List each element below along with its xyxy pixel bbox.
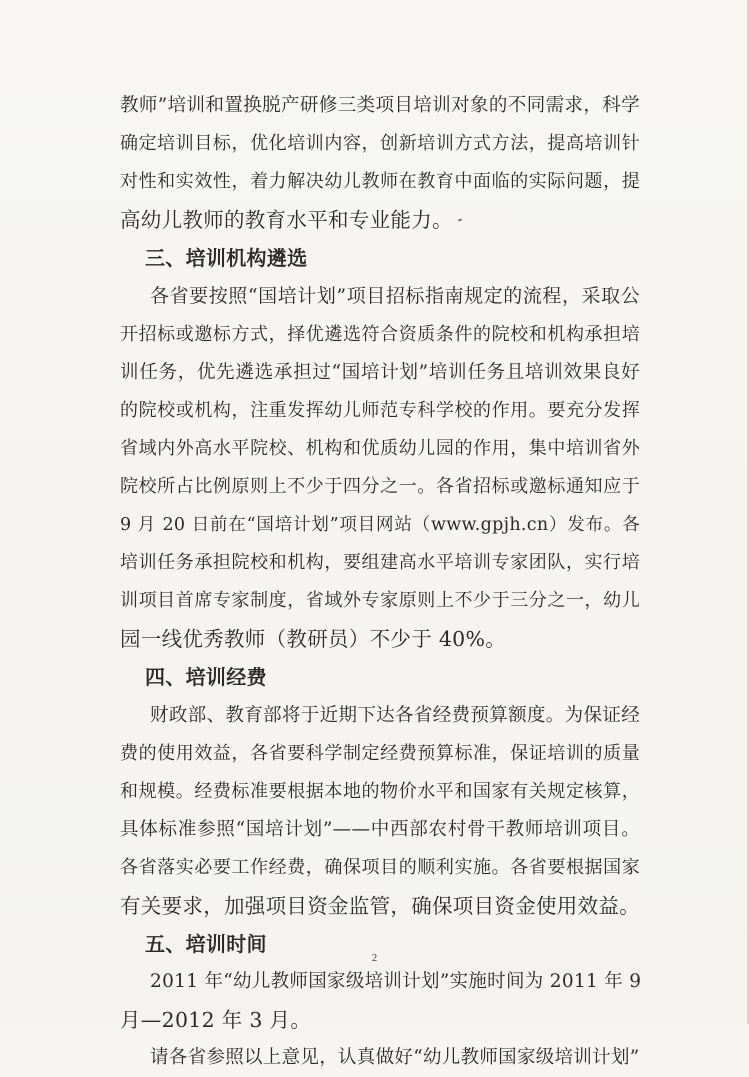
text-line: 开招标或邀标方式，择优遴选符合资质条件的院校和机构承担培: [120, 323, 640, 345]
text-line: 院校所占比例原则上不少于四分之一。各省招标或邀标通知应于: [120, 475, 640, 497]
text-line: 确定培训目标，优化培训内容，创新培训方式方法，提高培训针: [120, 133, 640, 155]
text-line: 训任务，优先遴选承担过“国培计划”培训任务且培训效果良好: [120, 361, 640, 383]
document-body: [120, 87, 640, 1077]
text-line: 省域内外高水平院校、机构和优质幼儿园的作用，集中培训省外: [120, 437, 640, 459]
text-line: 有关要求，加强项目资金监管，确保项目资金使用效益。: [120, 893, 640, 918]
text-line: 费的使用效益，各省要科学制定经费预算标准，保证培训的质量: [120, 742, 640, 764]
text-line: 月—2012 年 3 月。: [120, 1008, 312, 1033]
text-line: 各省落实必要工作经费，确保项目的顺利实施。各省要根据国家: [120, 856, 640, 878]
text-line: 请各省参照以上意见，认真做好“幼儿教师国家级培训计划”: [150, 1047, 640, 1069]
section-heading-schedule: 五、培训时间: [145, 932, 267, 957]
text-line: 各省要按照“国培计划”项目招标指南规定的流程，采取公: [150, 285, 640, 308]
text-line: 财政部、教育部将于近期下达各省经费预算额度。为保证经: [150, 704, 640, 726]
text-line: 园一线优秀教师（教研员）不少于 40%。: [120, 627, 507, 652]
text-line: 高幼儿教师的教育水平和专业能力。: [120, 208, 453, 233]
text-line: 和规模。经费标准要根据本地的物价水平和国家有关规定核算，: [120, 780, 640, 802]
page-number: 2: [371, 952, 378, 964]
section-heading-funding: 四、培训经费: [145, 665, 267, 690]
text-line: 的院校或机构，注重发挥幼儿师范专科学校的作用。要充分发挥: [120, 399, 640, 421]
text-line: 教师”培训和置换脱产研修三类项目培训对象的不同需求，科学: [120, 95, 640, 116]
section-heading-institutions: 三、培训机构遴选: [145, 246, 308, 271]
text-line: 培训任务承担院校和机构，要组建高水平培训专家团队，实行培: [120, 552, 640, 574]
text-line: 具体标准参照“国培计划”——中西部农村骨干教师培训项目。: [120, 818, 640, 840]
text-line: 9 月 20 日前在“国培计划”项目网站（www.gpjh.cn）发布。各: [120, 515, 640, 536]
text-line: 对性和实效性，着力解决幼儿教师在教育中面临的实际问题，提: [120, 171, 640, 193]
text-line: 训项目首席专家制度，省域外专家原则上不少于三分之一，幼儿: [120, 590, 640, 612]
text-line: 2011 年“幼儿教师国家级培训计划”实施时间为 2011 年 9: [150, 971, 642, 993]
